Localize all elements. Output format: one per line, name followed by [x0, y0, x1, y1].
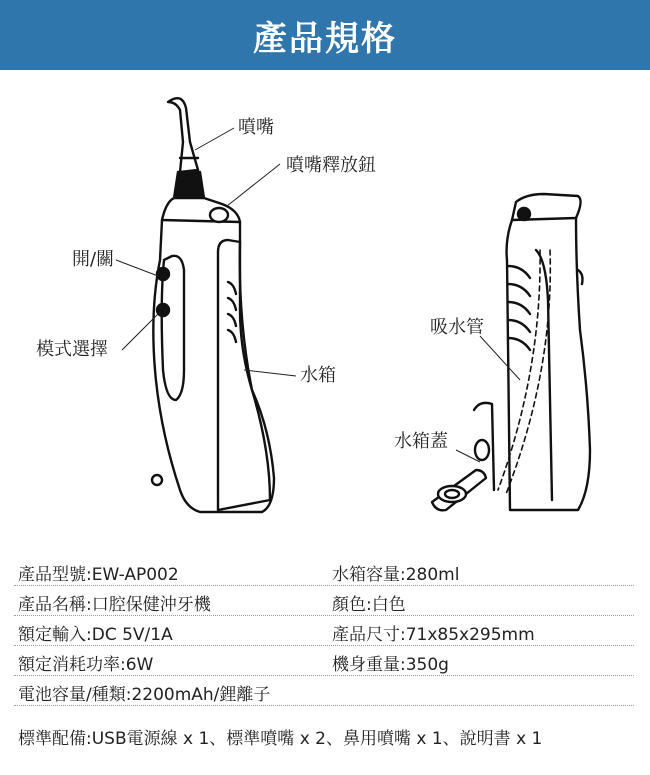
side-device-drawing	[432, 194, 590, 510]
header-banner	[0, 0, 650, 70]
callout-power-switch: 開/關	[72, 249, 115, 270]
spec-row	[14, 645, 634, 676]
callout-nozzle-release-button: 噴嘴釋放鈕	[286, 155, 376, 176]
nozzle-release-leader	[227, 164, 280, 206]
spec-battery: 電池容量/種類:2200mAh/鋰離子	[18, 685, 271, 705]
spec-rated-input: 額定輸入:DC 5V/1A	[18, 625, 173, 645]
spec-row	[14, 675, 634, 706]
callout-suction-tube: 吸水管	[430, 317, 484, 338]
power-leader	[116, 260, 158, 276]
callout-tank-cover: 水箱蓋	[394, 431, 448, 452]
spec-dimensions: 產品尺寸:71x85x295mm	[332, 625, 535, 645]
spec-product-name: 產品名稱:口腔保健沖牙機	[18, 595, 211, 615]
spec-accessories: 標準配備:USB電源線 x 1、標準噴嘴 x 2、鼻用噴嘴 x 1、說明書 x 1	[18, 729, 543, 749]
callout-mode-select: 模式選擇	[36, 339, 108, 360]
spec-row	[14, 615, 634, 646]
spec-weight: 機身重量:350g	[332, 655, 449, 675]
tank-leader	[244, 370, 296, 376]
spec-row	[14, 585, 634, 616]
callout-nozzle: 噴嘴	[238, 117, 274, 138]
spec-color: 顏色:白色	[332, 595, 406, 615]
product-drawing	[0, 70, 650, 550]
page-title: 產品規格	[253, 18, 397, 59]
suction-tube-leader	[480, 336, 520, 380]
spec-tank-capacity: 水箱容量:280ml	[332, 565, 460, 585]
front-device-drawing	[152, 98, 274, 512]
spec-model: 產品型號:EW-AP002	[18, 565, 179, 585]
spec-row-accessories	[14, 719, 634, 749]
spec-power-consumption: 額定消耗功率:6W	[18, 655, 154, 675]
spec-row	[14, 555, 634, 586]
product-illustration	[0, 70, 650, 550]
callout-water-tank: 水箱	[300, 365, 336, 386]
nozzle-leader	[195, 128, 234, 150]
